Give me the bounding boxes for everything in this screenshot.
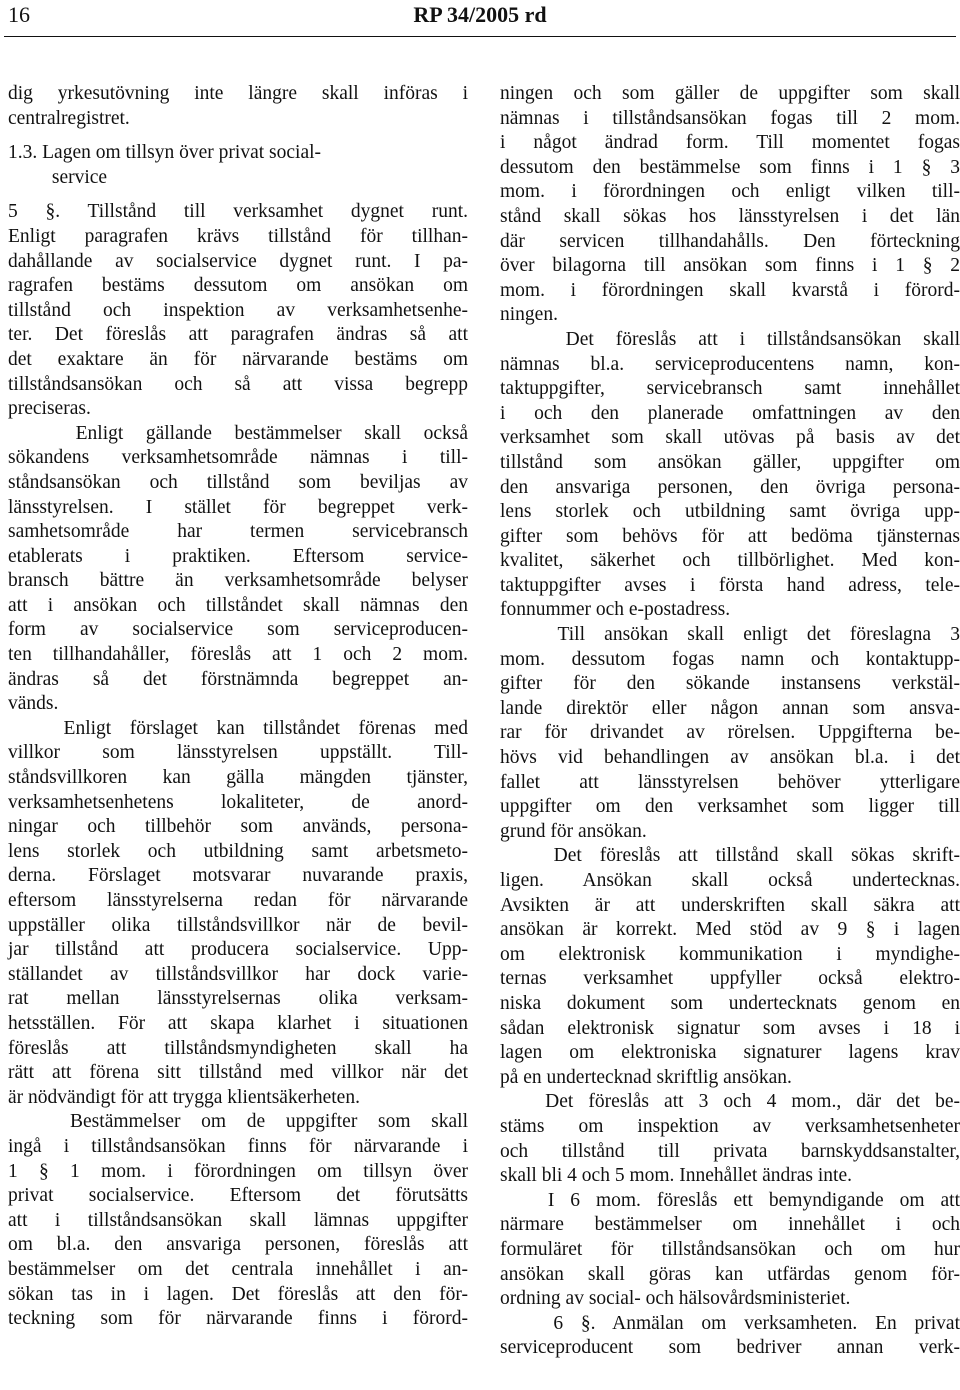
left-column-spacer	[8, 190, 468, 200]
left-column-line: det exaktare än för närvarande bestäms om	[8, 348, 468, 370]
right-column-line: kvalitet, säkerhet och tillbörlighet. Med kon-	[500, 550, 960, 572]
left-column-line: ter. Det föreslås att paragrafen ändras så att	[8, 324, 468, 346]
left-column-line: privat socialservice. Eftersom det förutsätts	[8, 1185, 468, 1207]
left-text-column	[8, 82, 468, 1332]
left-column-spacer	[8, 131, 468, 141]
right-column-line: och tillstånd till privata barnskyddsanstalter,	[500, 1140, 960, 1162]
left-column-line: bransch bättre än verksamhetsområde belyser	[8, 570, 468, 592]
left-column-line: eftersom länsstyrelserna redan för närvarande	[8, 890, 468, 911]
right-column-line: mom. i förordningen och enligt vilken till-	[500, 181, 960, 203]
right-column-line: gifter som behövs för att bedöma tjänsternas	[500, 525, 960, 547]
left-column-line: uppställer olika tillståndsvillkor när de bevil-	[8, 914, 468, 936]
right-column-line: i och den planerade omfattningen av den	[500, 402, 960, 424]
right-column-line: stånd skall sökas hos länsstyrelsen i det län	[500, 205, 960, 227]
page-number: 16	[8, 2, 30, 27]
right-column-line: den ansvariga personen, den övriga persona-	[500, 476, 960, 498]
document-reference: RP 34/2005 rd	[413, 2, 547, 27]
page-header	[0, 0, 960, 32]
right-column-line: Till ansökan skall enligt det föreslagna 3	[500, 624, 960, 646]
left-column-line: ragrafen bestäms dessutom om ansökan om	[8, 275, 468, 297]
right-text-column	[500, 82, 960, 1361]
left-column-line: om bl.a. den ansvariga personen, föreslås att	[8, 1234, 468, 1256]
right-column-line: stäms om inspektion av verksamhetsenheter	[500, 1115, 960, 1137]
left-column-line: centralregistret.	[8, 107, 130, 129]
left-column-line: vänds.	[8, 693, 59, 715]
header-rule	[4, 36, 956, 37]
left-column-line: Enligt paragrafen krävs tillstånd för tillhan-	[8, 225, 468, 247]
right-column-line: 6 §. Anmälan om verksamheten. En privat	[500, 1312, 960, 1334]
right-column-line: mom. dessutom fogas namn och kontaktupp-	[500, 648, 960, 670]
right-column-line: fallet att länsstyrelsen behöver ytterligare	[500, 771, 960, 793]
right-column-line: skall bli 4 och 5 mom. Innehållet ändras inte.	[500, 1165, 852, 1187]
right-column-line: på en undertecknad skriftlig ansökan.	[500, 1066, 792, 1088]
left-column-line: ändras så det förstnämnda begreppet an-	[8, 668, 468, 690]
right-column-line: ordning av social- och hälsovårdsministeriet.	[500, 1288, 851, 1310]
left-column-line: 5 §. Tillstånd till verksamhet dygnet runt.	[8, 201, 468, 223]
right-column-line: ningen och som gäller de uppgifter som skall	[500, 83, 960, 104]
right-column-line: om elektronisk kommunikation i myndighe-	[500, 943, 960, 965]
right-column-line: Det föreslås att tillstånd skall sökas skrift-	[500, 845, 960, 867]
right-column-line: nämnas i tillståndsansökan fogas till 2 mom.	[500, 107, 960, 129]
right-column-line: i något ändrad form. Till momentet fogas	[500, 132, 960, 154]
right-column-line: mom. i förordningen skall kvarstå i förord-	[500, 279, 960, 301]
left-column-line: Bestämmelser om de uppgifter som skall	[8, 1111, 468, 1133]
right-column-line: fonnummer och e-postadress.	[500, 599, 731, 621]
right-column-line: Avsikten är att underskriften skall säkra att	[500, 894, 960, 916]
right-column-line: niska dokument som undertecknats genom en	[500, 992, 960, 1014]
left-column-line: ingå i tillståndsansökan finns för närvarande i	[8, 1135, 468, 1157]
left-column-line: jar tillstånd att producera socialservice. Upp-	[8, 939, 468, 961]
left-column-line: Enligt gällande bestämmelser skall också	[8, 422, 468, 444]
left-column-line: derna. Förslaget motsvarar nuvarande praxis,	[8, 865, 468, 887]
left-column-line: tillståndsansökan och så att vissa begrepp	[8, 373, 468, 395]
left-column-line: villkor som länsstyrelsen uppställt. Till-	[8, 742, 468, 764]
right-column-line: ansökan skall göras kan utfärdas genom för-	[500, 1263, 960, 1285]
right-column-line: lande direktör eller någon annan som ansva-	[500, 697, 960, 719]
left-column-line: dig yrkesutövning inte längre skall införas i	[8, 83, 468, 104]
left-column-line: ståndsansökan och tillstånd som beviljas av	[8, 471, 468, 493]
left-column-line: lens storlek och utbildning samt arbetsmeto-	[8, 840, 468, 862]
right-column-line: Det föreslås att i tillståndsansökan skall	[500, 328, 960, 350]
right-column-line: där servicen tillhandahålls. Den förteckning	[500, 230, 960, 252]
left-column-line: etablerats i praktiken. Eftersom service-	[8, 545, 468, 567]
left-column-line: sökandens verksamhetsområde nämnas i till-	[8, 447, 468, 469]
left-column-line: att i ansökan och tillståndet skall nämnas den	[8, 594, 468, 616]
right-column-line: dessutom den bestämmelse som finns i 1 § 3	[500, 156, 960, 178]
left-column-line: form av socialservice som serviceproducen-	[8, 619, 468, 641]
right-column-line: gifter för den sökande instansens verkstäl-	[500, 673, 960, 695]
left-column-line: 1.3. Lagen om tillsyn över privat social-	[8, 142, 322, 164]
right-column-line: Det föreslås att 3 och 4 mom., där det be-	[500, 1091, 960, 1113]
right-column-line: lens storlek och utbildning samt övriga upp-	[500, 501, 960, 523]
right-column-line: lagen om elektroniska signaturer lagens krav	[500, 1042, 960, 1064]
left-column-line: länsstyrelsen. I stället för begreppet verk-	[8, 496, 468, 518]
right-column-line: sådan elektronisk signatur som avses i 18 i	[500, 1017, 960, 1039]
right-column-line: ternas verksamhet uppfyller också elektro-	[500, 968, 960, 990]
right-column-line: över bilagorna till ansökan som finns i 1 § 2	[500, 255, 960, 277]
right-column-line: hövs vid behandlingen av ansökan bl.a. i det	[500, 747, 960, 769]
right-column-line: rar för drivandet av rörelsen. Uppgifterna be-	[500, 722, 960, 744]
left-column-line: ståndsvillkoren kan gälla mängden tjänster,	[8, 767, 468, 789]
left-column-line: bestämmelser om det centrala innehållet i an-	[8, 1258, 468, 1280]
left-column-line: tillstånd och inspektion av verksamhetsenhe-	[8, 299, 468, 321]
left-column-line: föreslås att tillståndsmyndigheten skall ha	[8, 1037, 468, 1059]
right-column-line: nämnas bl.a. serviceproducentens namn, kon-	[500, 353, 960, 375]
left-column-line: dahållande av socialservice dygnet runt. I pa-	[8, 250, 468, 272]
right-column-line: serviceproducent som bedriver annan verk-	[500, 1337, 960, 1359]
right-column-line: taktuppgifter avses i första hand adress, tele-	[500, 574, 960, 596]
left-column-line: sökan tas in i lagen. Det föreslås att den för-	[8, 1283, 468, 1305]
right-column-line: grund för ansökan.	[500, 820, 647, 842]
left-column-line: verksamhetsenhetens lokaliteter, de anord-	[8, 791, 468, 813]
left-column-line: Enligt förslaget kan tillståndet förenas med	[8, 717, 468, 739]
left-column-line: rat mellan länsstyrelsernas olika verksam-	[8, 988, 468, 1010]
right-column-line: närmare bestämmelser om innehållet i och	[500, 1214, 960, 1236]
left-column-line: 1 § 1 mom. i förordningen om tillsyn över	[8, 1160, 468, 1182]
right-column-line: formuläret för tillståndsansökan och om hur	[500, 1238, 960, 1260]
left-column-line: ställandet av tillståndsvillkor har dock varie-	[8, 963, 468, 985]
right-column-line: I 6 mom. föreslås ett bemyndigande om att	[500, 1189, 960, 1211]
left-column-line: är nödvändigt för att trygga klientsäkerheten.	[8, 1086, 360, 1108]
right-column-line: ningen.	[500, 304, 558, 326]
right-column-line: tillstånd som ansökan gäller, uppgifter om	[500, 451, 960, 473]
right-column-line: uppgifter om den verksamhet som ligger till	[500, 796, 960, 818]
left-column-line: ningar och tillbehör som används, persona-	[8, 816, 468, 838]
left-column-line: preciseras.	[8, 398, 91, 420]
left-column-line: att i tillståndsansökan skall lämnas uppgifter	[8, 1209, 468, 1231]
right-column-line: ansökan är korrekt. Med stöd av 9 § i lagen	[500, 919, 960, 941]
right-column-line: taktuppgifter, servicebransch samt innehållet	[500, 378, 960, 400]
left-column-line: ten tillhandahåller, föreslås att 1 och 2 mom.	[8, 644, 468, 666]
left-column-line: samhetsområde har termen servicebransch	[8, 521, 468, 543]
right-column-line: ligen. Ansökan skall också undertecknas.	[500, 870, 960, 891]
right-column-line: verksamhet som skall utövas på basis av det	[500, 427, 960, 449]
left-column-line: teckning som för närvarande finns i förord-	[8, 1308, 468, 1330]
left-column-line: hetsställen. För att skapa klarhet i situationen	[8, 1012, 468, 1034]
left-column-line: rätt att förena sitt tillstånd med villkor när det	[8, 1062, 468, 1084]
left-column-line: service	[8, 166, 108, 188]
